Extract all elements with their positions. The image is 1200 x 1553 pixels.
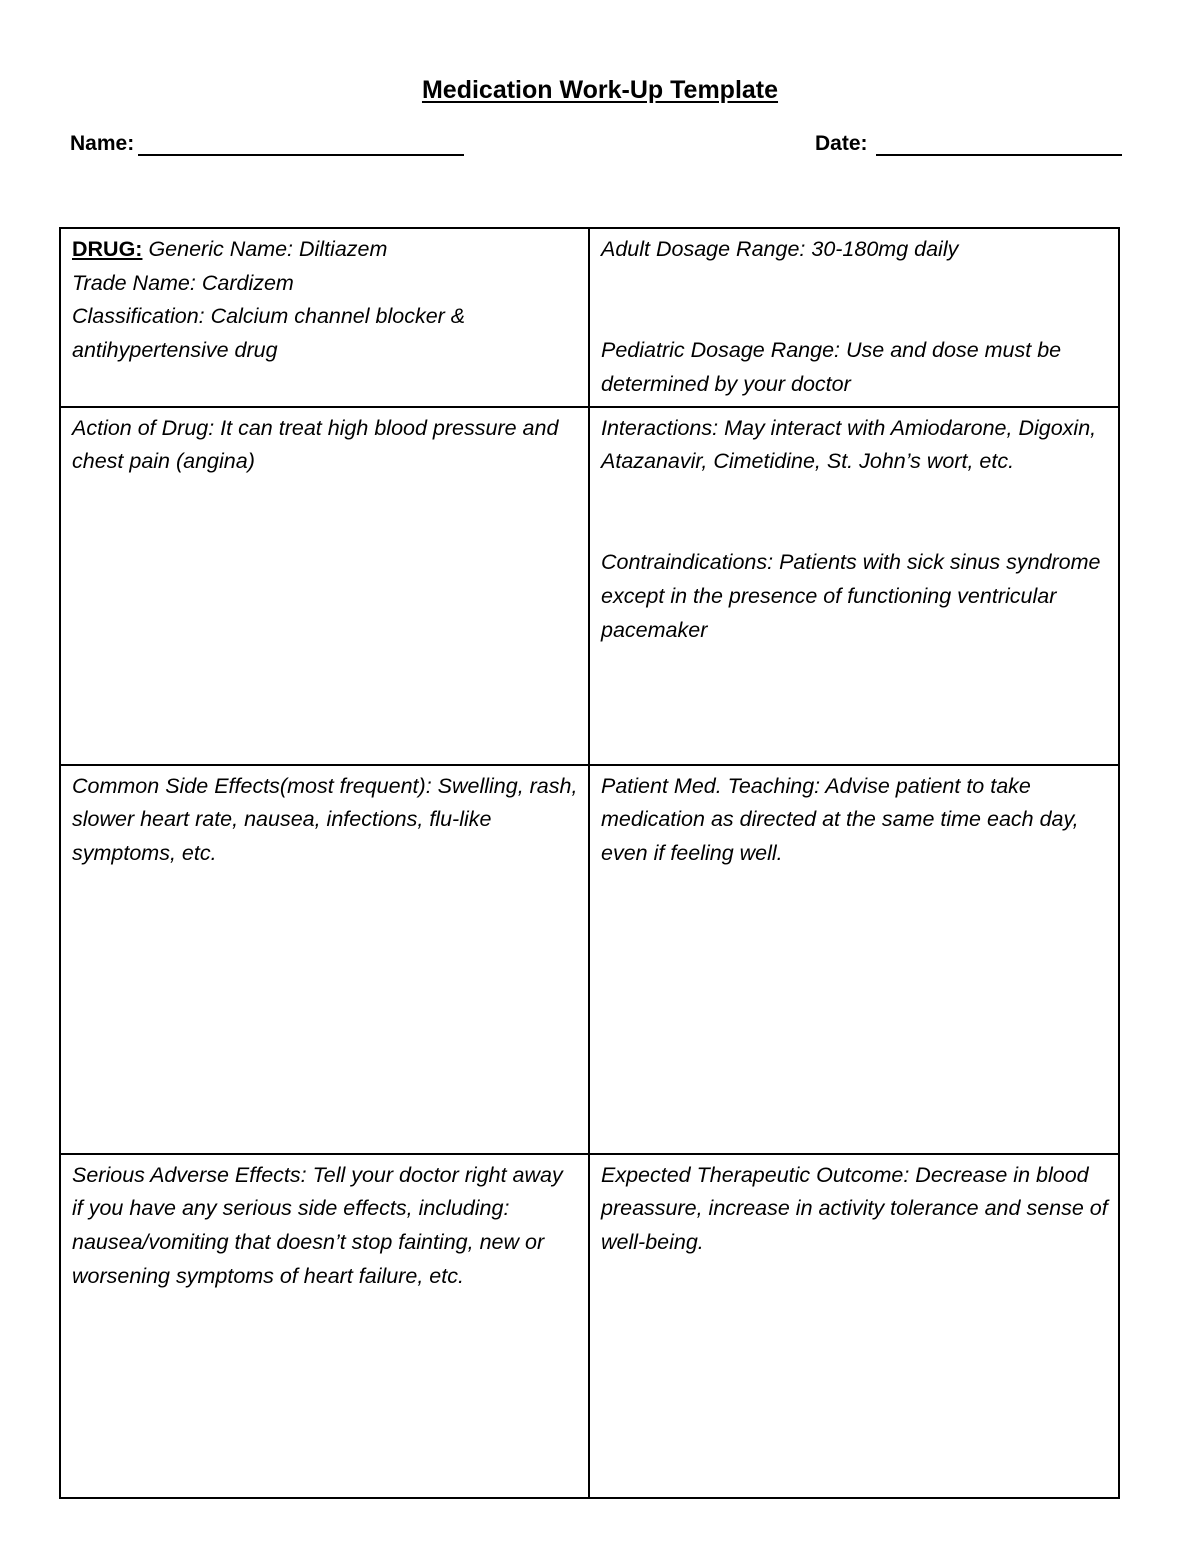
contraindications: Contraindications: Patients with sick sinus syndrome except in the presence of functioning ventricular pacemaker (601, 550, 1101, 642)
medication-table (59, 227, 1120, 1499)
date-blank-line[interactable] (876, 132, 1122, 156)
table-row (60, 407, 1119, 765)
interactions-cell (589, 407, 1119, 765)
table-row (60, 765, 1119, 1154)
patient-med-teaching: Patient Med. Teaching: Advise patient to take medication as directed at the same time each day, even if feeling well. (601, 773, 1079, 865)
action-of-drug: Action of Drug: It can treat high blood pressure and chest pain (angina) (72, 415, 559, 474)
action-cell (60, 407, 589, 765)
classification: Classification: Calcium channel blocker & antihypertensive drug (72, 304, 466, 363)
name-field (70, 132, 464, 156)
side-effects-cell (60, 765, 589, 1154)
generic-name: Generic Name: Diltiazem (148, 237, 388, 261)
outcome-cell (589, 1154, 1119, 1498)
common-side-effects: Common Side Effects(most frequent): Swelling, rash, slower heart rate, nausea, infections, flu-like symptoms, etc. (72, 773, 578, 865)
pediatric-dosage: Pediatric Dosage Range: Use and dose must be determined by your doctor (601, 338, 1062, 396)
date-field (815, 132, 1122, 156)
drug-cell (60, 228, 589, 407)
table-row (60, 228, 1119, 407)
table-row (60, 1154, 1119, 1498)
teaching-cell (589, 765, 1119, 1154)
expected-therapeutic-outcome: Expected Therapeutic Outcome: Decrease in blood preassure, increase in activity tolerance and sense of well-being. (601, 1162, 1108, 1254)
interactions: Interactions: May interact with Amiodarone, Digoxin, Atazanavir, Cimetidine, St. John’s wort, etc. (601, 415, 1097, 474)
dosage-cell (589, 228, 1119, 407)
drug-label: DRUG: (72, 237, 143, 261)
trade-name: Trade Name: Cardizem (72, 270, 294, 295)
name-label: Name: (70, 132, 135, 155)
serious-adverse-effects: Serious Adverse Effects: Tell your doctor right away if you have any serious side effects, including: nausea/vomiting that doesn’t stop fainting, new or worsening symptoms of heart failure, etc. (72, 1162, 563, 1288)
name-blank-line[interactable] (138, 132, 464, 156)
adult-dosage: Adult Dosage Range: 30-180mg daily (601, 237, 959, 261)
date-label: Date: (815, 132, 868, 155)
adverse-effects-cell (60, 1154, 589, 1498)
page-title: Medication Work-Up Template (421, 76, 779, 104)
